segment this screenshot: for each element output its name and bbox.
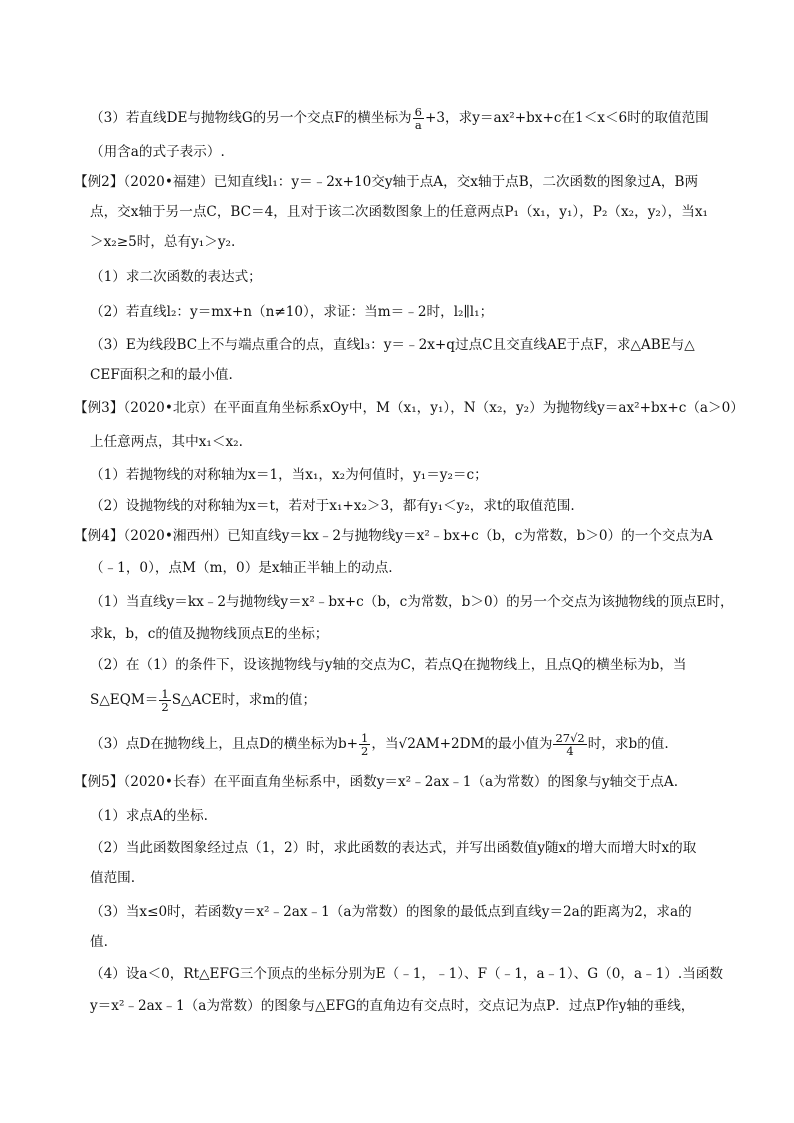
text-line: （3）E为线段BC上不与端点重合的点，直线l₃：y＝﹣2x+q过点C且交直线AE于点F，求△ABE与△ — [90, 337, 695, 353]
text-segment: （3）若直线DE与抛物线G的另一个交点F的横坐标为 — [90, 110, 412, 126]
text-line: 点，交x轴于另一点C，BC＝4，且对于该二次函数图象上的任意两点P₁（x₁，y₁），P₂（x₂，y₂），当x₁ — [90, 204, 708, 220]
text-segment: （3）点D在抛物线上，且点D的横坐标为b+ — [90, 736, 359, 752]
fraction-numerator: 1 — [161, 687, 169, 701]
text-segment: +3，求y＝ax²+bx+c在1＜x＜6时的取值范围 — [424, 110, 709, 126]
fraction-numerator: 6 — [414, 105, 422, 119]
example-heading: 【例3】（2020•北京）在平面直角坐标系xOy中，M（x₁，y₁），N（x₂，y₂）为抛物线y＝ax²+bx+c（a＞0） — [74, 400, 744, 416]
text-line: （用含a的式子表示）. — [90, 144, 225, 160]
text-segment: 时，求b的值. — [587, 736, 669, 752]
text-line — [90, 732, 669, 757]
text-line — [90, 688, 316, 713]
text-line: CEF面积之和的最小值. — [90, 367, 233, 383]
text-line: （1）求点A的坐标. — [90, 808, 208, 824]
text-line: （1）若抛物线的对称轴为x＝1，当x₁，x₂为何值时，y₁＝y₂＝c； — [90, 467, 488, 483]
text-segment: ，当√2AM+2DM的最小值为 — [371, 736, 553, 752]
text-line: （2）在（1）的条件下，设该抛物线与y轴的交点为C，若点Q在抛物线上，且点Q的横坐标为b，当 — [90, 657, 687, 673]
text-line: （2）设抛物线的对称轴为x＝t，若对于x₁+x₂＞3，都有y₁＜y₂，求t的取值范围. — [90, 498, 575, 514]
example-heading: 【例2】（2020•福建）已知直线l₁：y＝﹣2x+10交y轴于点A，交x轴于点B，二次函数的图象过A，B两 — [74, 174, 699, 190]
fraction-numerator: 27√2 — [555, 731, 585, 745]
fraction — [159, 688, 170, 713]
text-line: 上任意两点，其中x₁＜x₂. — [90, 434, 243, 450]
fraction — [359, 732, 370, 757]
text-line — [90, 106, 709, 131]
text-line: 值. — [90, 934, 108, 950]
text-segment: S△EQM＝ — [90, 692, 159, 708]
fraction — [553, 732, 586, 757]
text-line: （3）当x≤0时，若函数y＝x²﹣2ax﹣1（a为常数）的图象的最低点到直线y＝2a的距离为2，求a的 — [90, 904, 692, 920]
fraction-denominator: a — [414, 118, 422, 132]
text-segment: S△ACE时，求m的值； — [171, 692, 317, 708]
fraction-numerator: 1 — [361, 731, 369, 745]
text-line: （2）当此函数图象经过点（1，2）时，求此函数的表达式，并写出函数值y随x的增大而增大时x的取 — [90, 840, 697, 856]
text-line: y＝x²﹣2ax﹣1（a为常数）的图象与△EFG的直角边有交点时，交点记为点P．过点P作y轴的垂线， — [90, 998, 695, 1014]
text-line: ＞x₂≥5时，总有y₁＞y₂. — [90, 234, 236, 250]
text-line: （﹣1，0），点M（m，0）是x轴正半轴上的动点. — [90, 560, 393, 576]
fraction — [413, 106, 424, 131]
text-line: 求k，b，c的值及抛物线顶点E的坐标； — [90, 626, 329, 642]
text-line: （4）设a＜0，Rt△EFG三个顶点的坐标分别为E（﹣1，﹣1）、F（﹣1，a﹣1）、G（0，a﹣1）.当函数 — [90, 966, 723, 982]
text-line: （2）若直线l₂：y＝mx+n（n≠10），求证：当m＝﹣2时，l₂∥l₁； — [90, 304, 494, 320]
text-line: （1）当直线y＝kx﹣2与抛物线y＝x²﹣bx+c（b，c为常数，b＞0）的另一个交点为该抛物线的顶点E时， — [90, 594, 734, 610]
text-line: 值范围. — [90, 870, 136, 886]
fraction-denominator: 2 — [161, 700, 169, 714]
example-heading: 【例4】（2020•湘西州）已知直线y＝kx﹣2与抛物线y＝x²﹣bx+c（b，c为常数，b＞0）的一个交点为A — [74, 528, 713, 544]
fraction-denominator: 2 — [361, 744, 369, 758]
example-heading: 【例5】（2020•长春）在平面直角坐标系中，函数y＝x²﹣2ax﹣1（a为常数）的图象与y轴交于点A. — [74, 774, 679, 790]
fraction-denominator: 4 — [566, 744, 574, 758]
text-line: （1）求二次函数的表达式； — [90, 269, 262, 285]
